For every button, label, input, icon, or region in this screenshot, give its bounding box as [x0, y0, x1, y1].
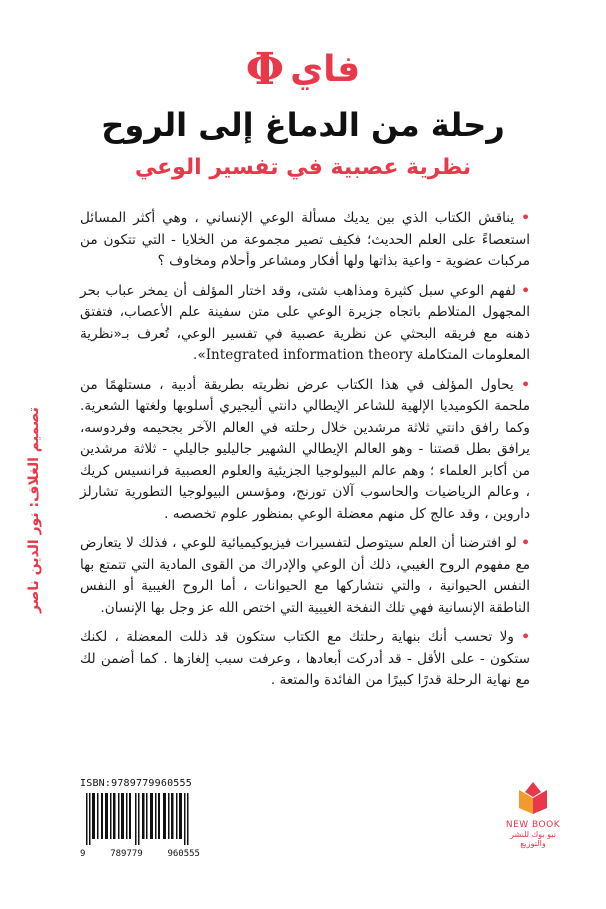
book-subtitle: نظرية عصبية في تفسير الوعي	[134, 155, 472, 180]
cover-design-credit: تصميم الغلاف: نور الدين ناصر	[26, 407, 42, 613]
barcode-digits	[80, 849, 200, 859]
blurb	[80, 208, 530, 700]
brand-word: فاي	[290, 49, 361, 90]
paragraph-4	[80, 533, 530, 619]
latin-term-suffix: ».	[193, 347, 206, 363]
paragraph-3	[80, 375, 530, 526]
bullet-icon: •	[521, 535, 530, 551]
paragraph-text: ولا تحسب أنك بنهاية رحلتك مع الكتاب ستكون قد ذللت المعضلة ، لكنك ستكون - على الأقل - قد أدركت أبعادها ، وعرفت سبب إلغازها . كما أضمن لك مع نهاية الرحلة قدرًا كبيرًا من الفائدة والمتعة .	[80, 629, 530, 688]
paragraph-text: يناقش الكتاب الذي بين يديك مسألة الوعي الإنساني ، وهي أكثر المسائل استعصاءً على العلم الحديث؛ فكيف تصير مجموعة من الخلايا - التي تتكون من مركبات عضوية - واعية بذاتها ولها أفكار ومشاعر وأحلام ومخاوف ؟	[80, 210, 530, 269]
paragraph-2	[80, 281, 530, 367]
bullet-icon: •	[521, 282, 530, 299]
bullet-icon: •	[521, 629, 530, 645]
brand	[0, 44, 606, 95]
barcode-icon	[80, 793, 200, 845]
barcode-digit-group2: 960555	[167, 849, 200, 859]
barcode-block	[80, 778, 200, 860]
book-logo-icon	[515, 780, 551, 816]
paragraph-1	[80, 208, 530, 273]
phi-symbol-icon: Φ	[245, 44, 285, 95]
barcode-digit-first: 9	[80, 849, 86, 859]
publisher-logo	[498, 780, 568, 848]
publisher-name-en: NEW BOOK	[505, 820, 561, 830]
publisher-name-ar: نيو بوك للنشر والتوزيع	[510, 830, 556, 848]
paragraph-5	[80, 627, 530, 692]
paragraph-text: لو افترضنا أن العلم سيتوصل لتفسيرات فيزيوكيميائية للوعي ، فذلك لا يتعارض مع مفهوم الروح الغيبي، ذلك أن الوعي والإدراك من القوى المادية التي تتمتع بها النفس الحيوانية ، والتي نتشاركها مع الحيوانات ، أما الروح الغيبية أو النفس الناطقة الإنسانية فهي تلك النفخة الغيبية التي اختص الله عز وجل بها الإنسان.	[80, 535, 530, 616]
latin-term: Integrated information theory	[205, 347, 413, 363]
bullet-icon: •	[521, 210, 530, 226]
paragraph-text: لفهم الوعي سبل كثيرة ومذاهب شتى، وقد اختار المؤلف أن يمخر عباب بحر المجهول المتلاطم باتجاه جزيرة الوعي على متن سفينة علم الأعصاب، فتفتق ذهنه مع فريقه البحثي عن نظرية عصبية في تفسير الوعي، تُعرف بـ«نظرية المعلومات المتكاملة	[80, 282, 530, 363]
cover-header	[0, 44, 606, 184]
bullet-icon: •	[521, 376, 530, 393]
barcode-digit-group1: 789779	[110, 849, 143, 859]
isbn-label: ISBN:9789779960555	[80, 778, 192, 789]
paragraph-text: يحاول المؤلف في هذا الكتاب عرض نظريته بطريقة أدبية ، مستلهمًا من ملحمة الكوميديا الإلهية للشاعر الإيطالي دانتي أليجيري أسلوبها ولغتها الشعرية. وكما رافق دانتي ثلاثة مرشدين خلال رحلته في العالم الآخر بجحيمه وفردوسه، يرافق بطل قصتنا - وهو العالم الإيطالي الشهير جاليليو جاليلي - ثلاثة مرشدين من أكابر العلماء ؛ وهم عالم البيولوجيا الجزيئية والعلوم العصبية فرانسيس كريك ، وعالم الرياضيات والحاسوب آلان تورنج، ومؤسس البيولوجيا التطورية تشارلز داروين ، وقد عالج كل منهم معضلة الوعي بمنظور علوم تخصصه .	[80, 376, 530, 522]
book-title: رحلة من الدماغ إلى الروح	[101, 106, 505, 144]
